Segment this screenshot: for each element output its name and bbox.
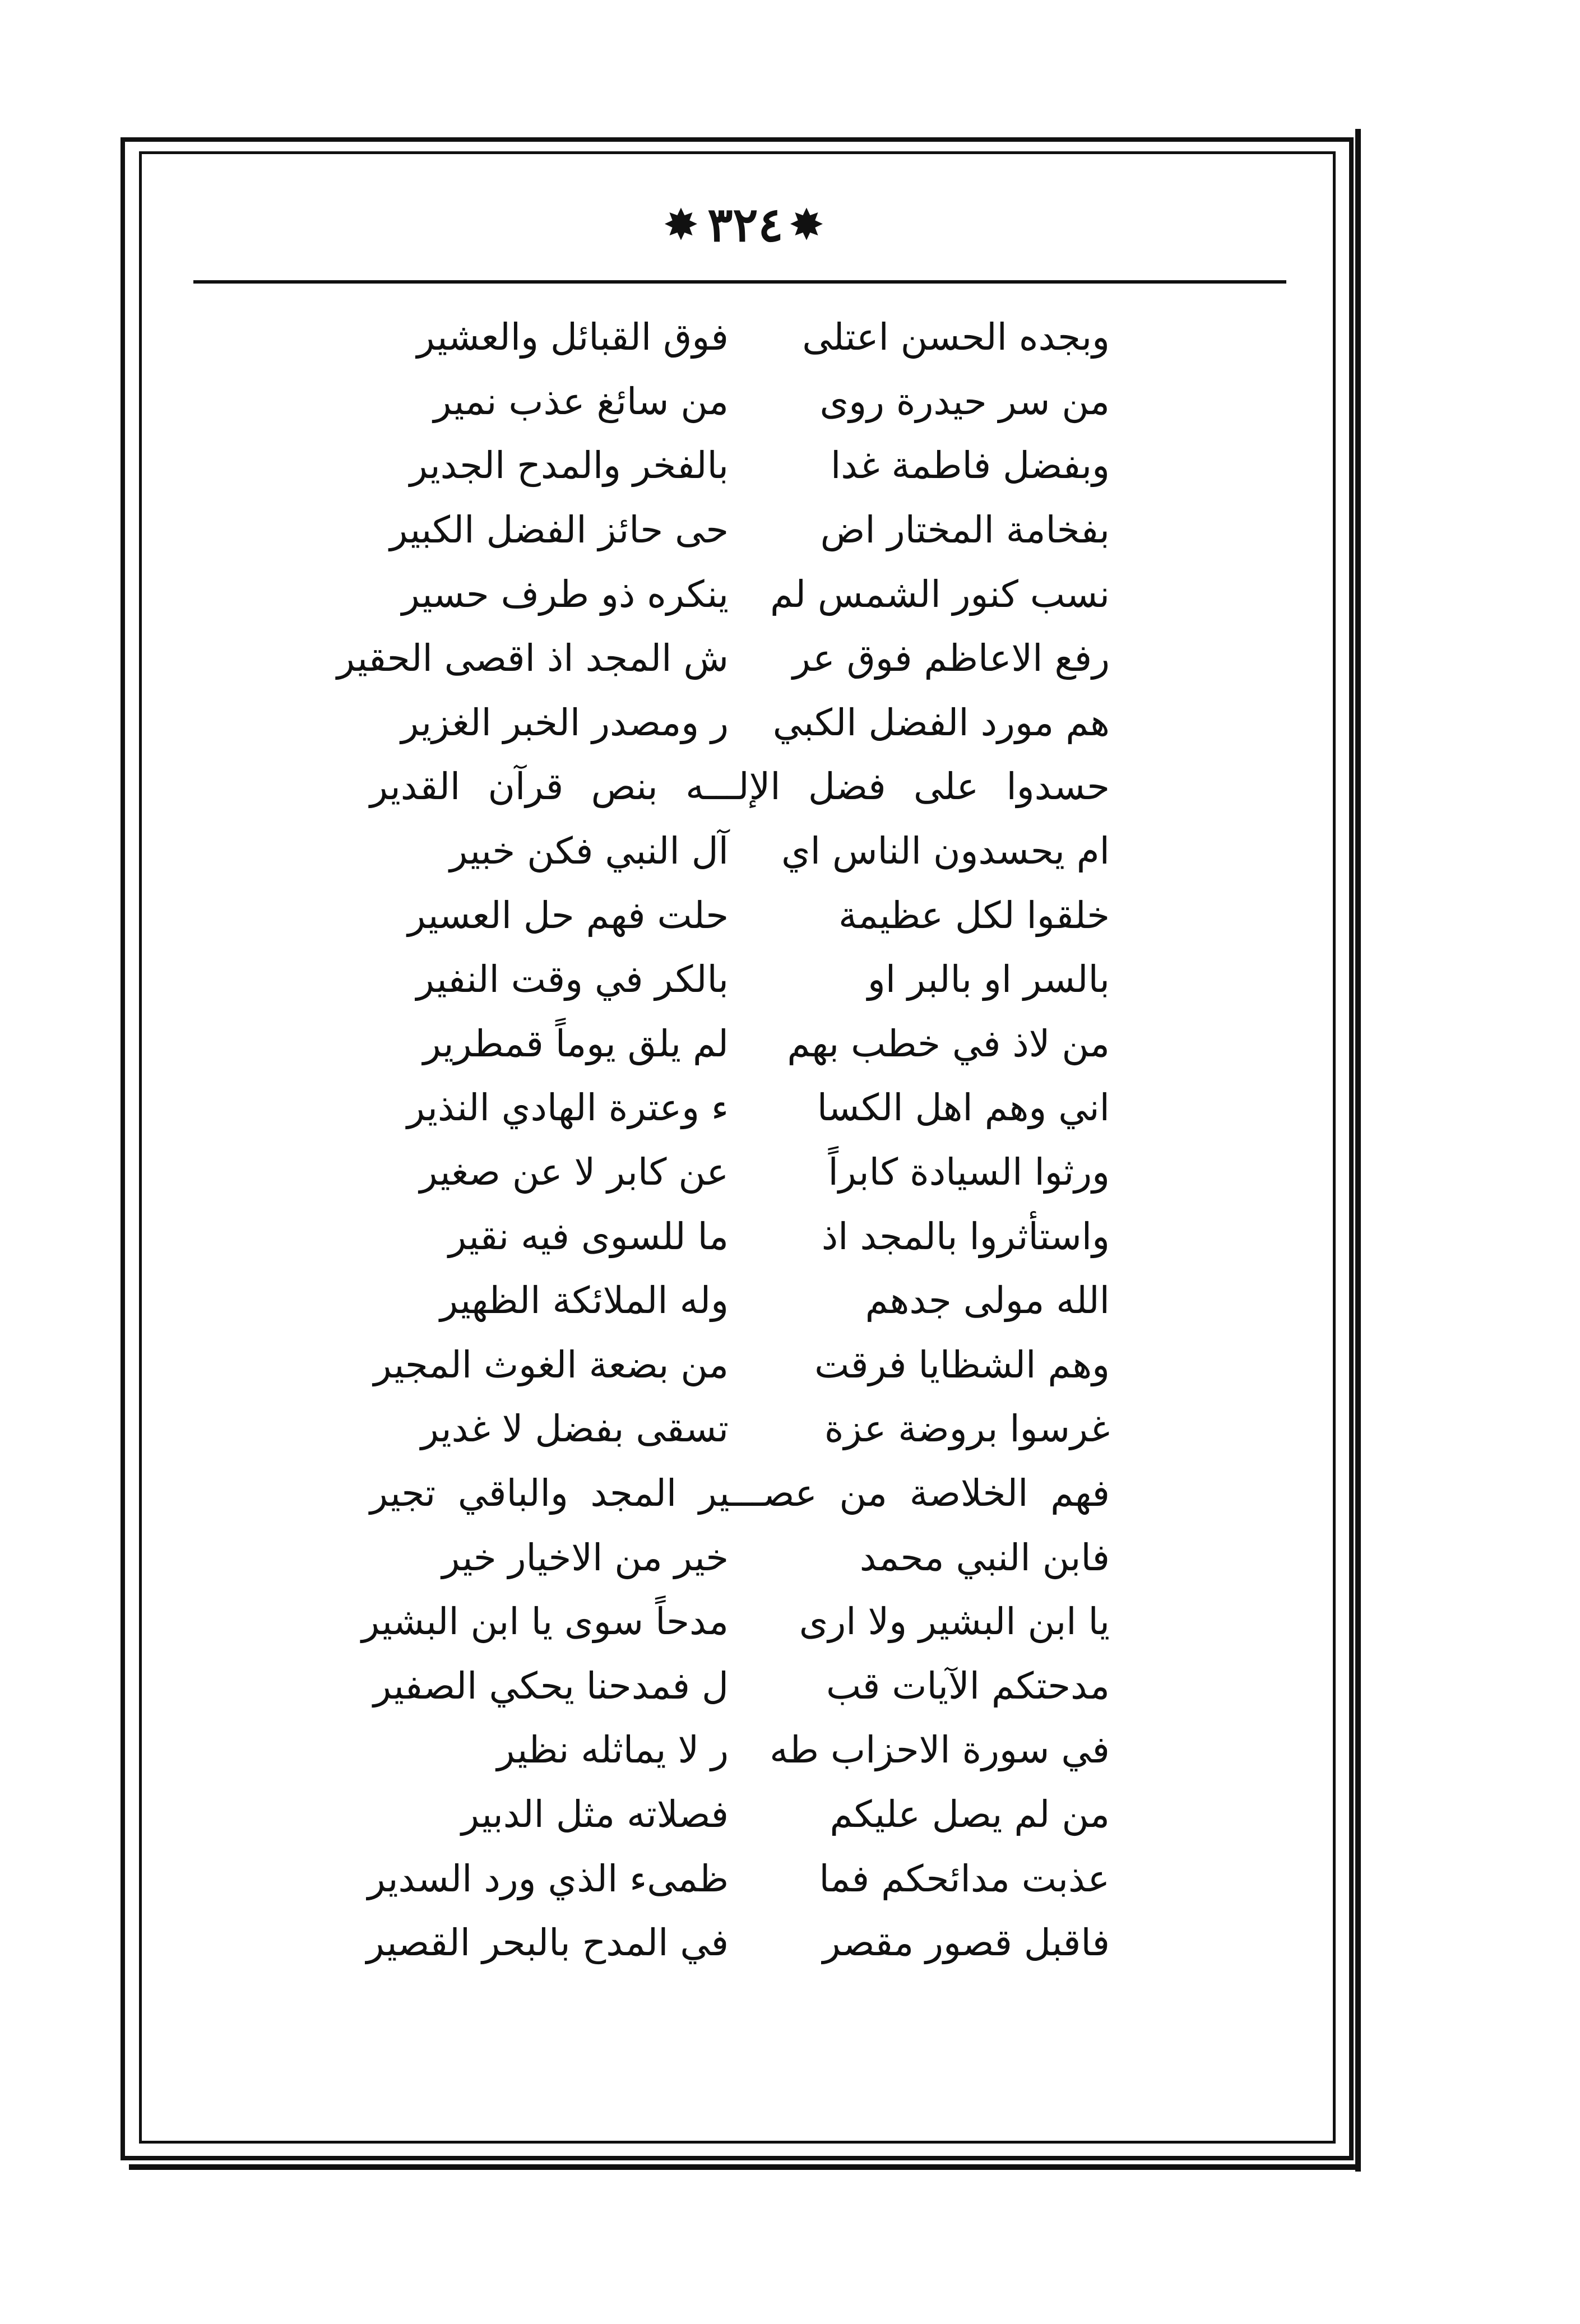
verse-line [370, 1140, 1110, 1205]
verse-line [367, 1847, 1110, 1911]
verse-line [370, 1076, 1110, 1140]
verse-first-hemistich: وهم الشظايا فرقت [814, 1343, 1110, 1386]
verse-first-hemistich: الله مولى جدهم [865, 1279, 1110, 1323]
verse-first-hemistich: اني وهم اهل الكسا [817, 1086, 1110, 1130]
verse-line [370, 948, 1110, 1012]
ornament-icon-left: ✸ [664, 201, 701, 248]
verse-second-hemistich: خير من الاخيار خير [442, 1536, 729, 1579]
verse-first-hemistich: فابن النبي محمد [859, 1536, 1110, 1579]
verse-second-hemistich: ل فمدحنا يحكي الصفير [373, 1664, 729, 1708]
verse-second-hemistich: من بضعة الغوث المجير [373, 1343, 729, 1386]
verse-line [337, 627, 1110, 691]
verse-second-hemistich: عن كابر لا عن صغير [419, 1151, 729, 1194]
verse-second-hemistich: بالفخر والمدح الجدير [409, 444, 729, 488]
verse-line [366, 1911, 1110, 1975]
verse-second-hemistich: فوق القبائل والعشير [416, 316, 729, 359]
page-number-value: ٣٢٤ [707, 196, 784, 252]
verse-line [370, 819, 1110, 884]
verse-second-hemistich: تسقى بفضل لا غدير [420, 1407, 729, 1451]
verse-line [362, 1590, 1110, 1654]
verse-first-hemistich: فاقبل قصور مقصر [822, 1921, 1110, 1965]
verse-line [370, 1397, 1110, 1462]
header-rule [193, 280, 1286, 284]
verse-first-hemistich: عذبت مدائحكم فما [819, 1857, 1110, 1900]
verse-line [370, 1654, 1110, 1718]
verse-line [370, 883, 1110, 948]
verse-first-hemistich: من لم يصل عليكم [830, 1792, 1110, 1836]
verse-full-line: حسدوا على فضل الإلـــه بنص قرآن القدير [370, 765, 1110, 809]
verse-second-hemistich: ش المجد اذ اقصى الحقير [337, 637, 729, 680]
verse-second-hemistich: ء وعترة الهادي النذير [407, 1086, 729, 1130]
verse-line [370, 562, 1110, 627]
verse-second-hemistich: ما للسوى فيه نقير [448, 1214, 729, 1258]
verse-second-hemistich: في المدح بالبحر القصير [366, 1921, 729, 1965]
verse-first-hemistich: مدحتكم الآيات قب [826, 1664, 1110, 1708]
verse-first-hemistich: من سر حيدرة روى [819, 379, 1110, 423]
verse-line [370, 305, 1110, 370]
page-number [617, 191, 874, 258]
verse-second-hemistich: ظمىء الذي ورد السدير [367, 1857, 729, 1900]
verse-first-hemistich: في سورة الاحزاب طه [770, 1728, 1110, 1772]
verse-first-hemistich: ورثوا السيادة كابراً [828, 1151, 1110, 1194]
verse-second-hemistich: حلت فهم حل العسير [407, 893, 729, 937]
verse-second-hemistich: ر ومصدر الخبر الغزير [401, 701, 729, 744]
verse-first-hemistich: من لاذ في خطب بهم [787, 1022, 1110, 1065]
verse-line [370, 1333, 1110, 1398]
verse-first-hemistich: واستأثروا بالمجد اذ [821, 1214, 1110, 1258]
ornament-icon-right: ✸ [790, 201, 827, 248]
verse-line [370, 1718, 1110, 1783]
verse-line [370, 1269, 1110, 1333]
poem [337, 305, 1110, 1975]
verse-first-hemistich: بالسر او بالبر او [867, 958, 1110, 1001]
verse-line [370, 1783, 1110, 1847]
verse-second-hemistich: لم يلق يوماً قمطرير [423, 1022, 729, 1065]
verse-first-hemistich: غرسوا بروضة عزة [824, 1407, 1110, 1451]
verse-line [370, 691, 1110, 755]
verse-second-hemistich: حى حائز الفضل الكبير [390, 508, 729, 552]
verse-first-hemistich: وبجده الحسن اعتلى [802, 316, 1110, 359]
verse-first-hemistich: وبفضل فاطمة غدا [830, 444, 1110, 488]
verse-line [370, 498, 1110, 563]
verse-line [370, 1525, 1110, 1590]
verse-first-hemistich: رفع الاعاظم فوق عر [792, 637, 1110, 680]
verse-line [370, 1204, 1110, 1269]
verse-first-hemistich: نسب كنور الشمس لم [770, 572, 1110, 616]
verse-second-hemistich: فصلاته مثل الدبير [461, 1792, 729, 1836]
verse-second-hemistich: مدحاً سوى يا ابن البشير [362, 1600, 729, 1644]
page-border-shadow-bottom [129, 2164, 1361, 2170]
verse-line [370, 755, 1110, 819]
verse-line [370, 370, 1110, 434]
verse-second-hemistich: وله الملائكة الظهير [440, 1279, 729, 1323]
verse-second-hemistich: ر لا يماثله نظير [497, 1728, 729, 1772]
verse-first-hemistich: يا ابن البشير ولا ارى [799, 1600, 1110, 1644]
verse-first-hemistich: خلقوا لكل عظيمة [838, 893, 1110, 937]
verse-first-hemistich: ام يحسدون الناس اي [781, 829, 1110, 873]
verse-second-hemistich: آل النبي فكن خبير [450, 829, 729, 873]
verse-second-hemistich: بالكر في وقت النفير [416, 958, 729, 1001]
verse-full-line: فهم الخلاصة من عصـــير المجد والباقي تجير [370, 1471, 1110, 1515]
verse-first-hemistich: بفخامة المختار اض [820, 508, 1110, 552]
verse-line [370, 434, 1110, 498]
verse-second-hemistich: ينكره ذو طرف حسير [401, 572, 729, 616]
verse-second-hemistich: من سائغ عذب نمير [433, 379, 729, 423]
verse-line [370, 1012, 1110, 1077]
verse-line [370, 1462, 1110, 1526]
verse-first-hemistich: هم مورد الفضل الكبي [772, 701, 1110, 744]
page-border-shadow-right [1355, 129, 1361, 2172]
